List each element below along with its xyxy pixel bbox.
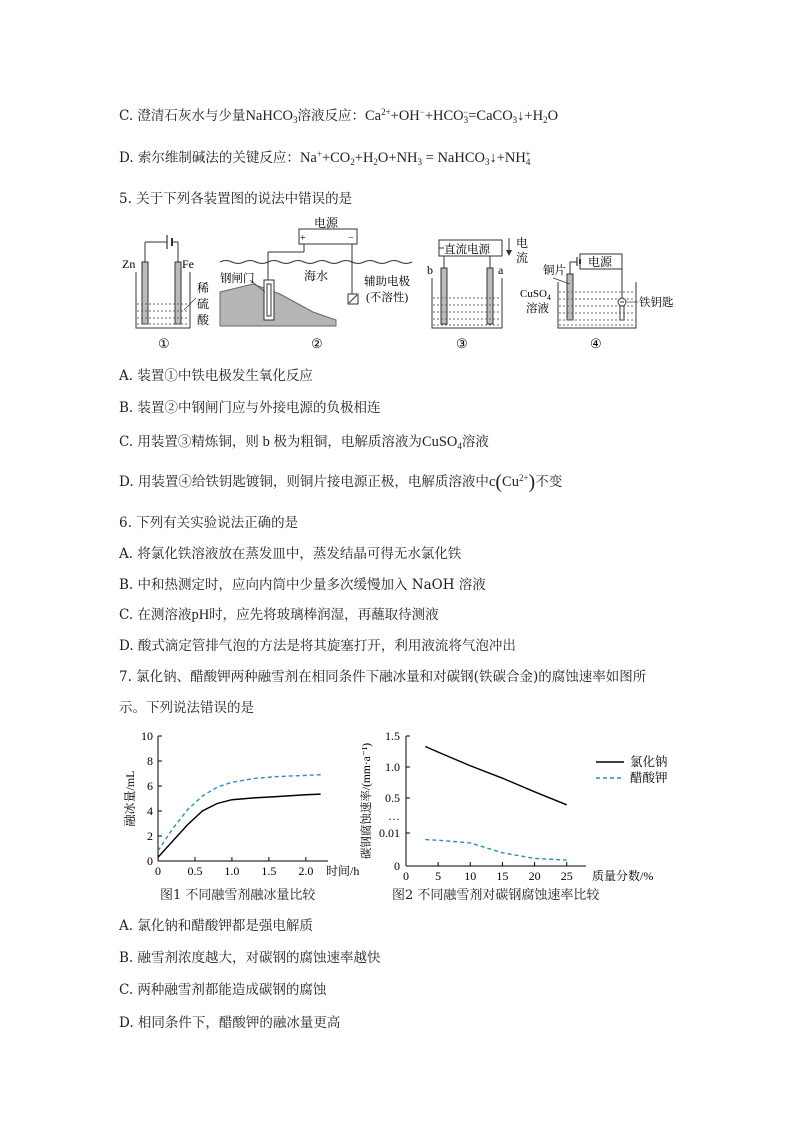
q4-c-equation: $Ca^{2+}+OH^-+HCO_3^-=CaCO_3↓+H_2O$ bbox=[364, 107, 559, 125]
q7-option-b: B. 融雪剂浓度越大，对碳钢的腐蚀速率越快 bbox=[119, 950, 381, 966]
svg-text:(不溶性): (不溶性) bbox=[366, 292, 409, 304]
svg-text:海水: 海水 bbox=[304, 269, 329, 283]
q4-d-equation: $Na^++CO_2+H_2O+NH_3$ = $NaHCO_3↓+NH_4^+$ bbox=[299, 149, 531, 167]
q7-stem-line1: 7. 氯化钠、醋酸钾两种融雪剂在相同条件下融冰量和对碳钢(铁碳合金)的腐蚀速率如图所 bbox=[119, 669, 647, 685]
chart2-x-tick-label: 15 bbox=[496, 869, 509, 883]
svg-text:铜片: 铜片 bbox=[543, 265, 566, 277]
chart2-y-label: 碳钢腐蚀速率/(mm·a⁻¹) bbox=[361, 742, 373, 860]
chart2-y-tick-label: 1.5 bbox=[385, 729, 400, 743]
svg-text:③: ③ bbox=[456, 336, 468, 351]
svg-text:电源: 电源 bbox=[588, 255, 613, 269]
svg-text:稀: 稀 bbox=[197, 281, 210, 295]
chart2-y-tick-label: 1.0 bbox=[385, 760, 400, 774]
apparatus-1 bbox=[122, 235, 210, 351]
q4-option-d: D. 索尔维制碱法的关键反应：$Na^++CO_2+H_2O+NH_3$ = $NaHCO_3↓+NH_4^+$ bbox=[119, 149, 531, 167]
q5-stem: 5. 关于下列各装置图的说法中错误的是 bbox=[119, 191, 353, 207]
chart2-y-tick-label: 0.01 bbox=[379, 826, 400, 840]
apparatus-4 bbox=[520, 254, 674, 351]
chart1-y-tick-label: 6 bbox=[147, 779, 153, 793]
q5-option-b: B. 装置②中钢闸门应与外接电源的负极相连 bbox=[119, 400, 381, 416]
chart1-y-tick-label: 2 bbox=[147, 829, 153, 843]
chart1-x-tick-label: 2.0 bbox=[298, 864, 314, 878]
svg-text:酸: 酸 bbox=[197, 313, 210, 327]
q6-option-a: A. 将氯化铁溶液放在蒸发皿中，蒸发结晶可得无水氯化铁 bbox=[119, 546, 462, 562]
chart-corrosion-rate bbox=[356, 726, 716, 886]
chart2-legend-label-1: 醋酸钾 bbox=[630, 771, 668, 785]
chart2-series-1-line bbox=[425, 840, 566, 860]
chart1-x-tick-label: 1.5 bbox=[261, 864, 277, 878]
chart2-x-tick-label: 10 bbox=[464, 869, 477, 883]
svg-text:溶液: 溶液 bbox=[526, 303, 549, 315]
q6-option-b: B. 中和热测定时，应向内筒中少量多次缓慢加入 NaOH 溶液 bbox=[119, 577, 486, 593]
chart1-x-tick-label: 0 bbox=[155, 864, 161, 878]
chart1-y-tick-label: 8 bbox=[147, 754, 153, 768]
svg-text:直流电源: 直流电源 bbox=[444, 244, 490, 256]
chart1-y-tick-label: 4 bbox=[147, 804, 153, 818]
svg-text:b: b bbox=[427, 263, 433, 277]
chart1-y-label: 融冰量/mL bbox=[123, 770, 137, 827]
q5-option-d: D. 用装置④给铁钥匙镀铜，则铜片接电源正极，电解质溶液中$c(Cu^{2+})$不变 bbox=[119, 471, 563, 493]
svg-text:④: ④ bbox=[590, 336, 602, 351]
q6-stem: 6. 下列有关实验说法正确的是 bbox=[119, 515, 299, 531]
svg-text:硫: 硫 bbox=[197, 297, 210, 311]
svg-text:−: − bbox=[348, 233, 354, 244]
chart1-y-tick-label: 10 bbox=[141, 729, 153, 743]
q6-option-d: D. 酸式滴定管排气泡的方法是将其旋塞打开，利用液流将气泡冲出 bbox=[119, 638, 516, 654]
chart2-x-tick-label: 0 bbox=[403, 869, 409, 883]
chart1-caption: 图1 不同融雪剂融冰量比较 bbox=[160, 888, 316, 903]
chart1-series-0-line bbox=[158, 794, 321, 857]
q6-option-c: C. 在测溶液pH时，应先将玻璃棒润湿，再蘸取待测液 bbox=[119, 607, 439, 623]
chart2-x-tick-label: 20 bbox=[528, 869, 541, 883]
q7-stem-line2: 示。下列说法错误的是 bbox=[119, 700, 254, 716]
chart-ice-melting bbox=[118, 726, 368, 886]
svg-text:电源: 电源 bbox=[314, 216, 339, 230]
fe-electrode bbox=[175, 262, 181, 324]
svg-text:钢闸门: 钢闸门 bbox=[220, 273, 255, 285]
apparatus-2 bbox=[220, 215, 412, 351]
chart1-series-1-line bbox=[158, 775, 321, 851]
chart2-legend-label-0: 氯化钠 bbox=[630, 755, 668, 769]
apparatus-3 bbox=[427, 235, 528, 351]
chart2-y-tick-label: 0.5 bbox=[385, 791, 400, 805]
chart2-y-tick-label: 0 bbox=[394, 859, 400, 873]
zn-electrode bbox=[142, 262, 148, 324]
chart2-x-tick-label: 25 bbox=[560, 869, 573, 883]
svg-text:②: ② bbox=[311, 336, 323, 351]
svg-text:铁钥匙: 铁钥匙 bbox=[639, 297, 674, 309]
svg-text:辅助电极: 辅助电极 bbox=[364, 276, 410, 288]
q7-option-c: C. 两种融雪剂都能造成碳钢的腐蚀 bbox=[119, 982, 327, 998]
chart2-series-0-line bbox=[425, 747, 566, 805]
chart2-y-tick-label: … bbox=[388, 809, 400, 823]
chart1-x-tick-label: 1.0 bbox=[224, 864, 240, 878]
svg-text:CuSO4: CuSO$_4$ bbox=[520, 288, 551, 302]
q5-option-c: C. 用装置③精炼铜，则 b 极为粗铜，电解质溶液为CuSO$_4$溶液 bbox=[119, 434, 489, 451]
chart1-x-label: 时间/h bbox=[326, 864, 360, 878]
svg-text:+: + bbox=[300, 233, 306, 244]
svg-text:a: a bbox=[498, 263, 504, 277]
q7-option-d: D. 相同条件下，醋酸钾的融冰量更高 bbox=[119, 1015, 341, 1031]
svg-text:Fe: Fe bbox=[182, 257, 194, 271]
chart2-x-label: 质量分数/% bbox=[592, 869, 654, 883]
q5-option-a: A. 装置①中铁电极发生氧化反应 bbox=[119, 368, 313, 384]
electrode-a bbox=[487, 268, 493, 324]
chart1-y-tick-label: 0 bbox=[147, 854, 153, 868]
electrode-b bbox=[441, 268, 447, 324]
chart2-x-tick-label: 5 bbox=[435, 869, 442, 883]
svg-text:流: 流 bbox=[516, 251, 529, 265]
q4-option-c: C. 澄清石灰水与少量NaHCO$_3$溶液反应：$Ca^{2+}+OH^-+HCO_3^-=CaCO_3↓+H_2O$ bbox=[119, 107, 559, 125]
chart2-caption: 图2 不同融雪剂对碳钢腐蚀速率比较 bbox=[392, 888, 600, 903]
svg-text:电: 电 bbox=[516, 236, 529, 250]
svg-text:①: ① bbox=[158, 336, 170, 351]
svg-text:Zn: Zn bbox=[122, 257, 136, 271]
q7-option-a: A. 氯化钠和醋酸钾都是强电解质 bbox=[119, 918, 313, 934]
q5-apparatus-figure bbox=[118, 212, 708, 352]
chart1-x-tick-label: 0.5 bbox=[187, 864, 203, 878]
